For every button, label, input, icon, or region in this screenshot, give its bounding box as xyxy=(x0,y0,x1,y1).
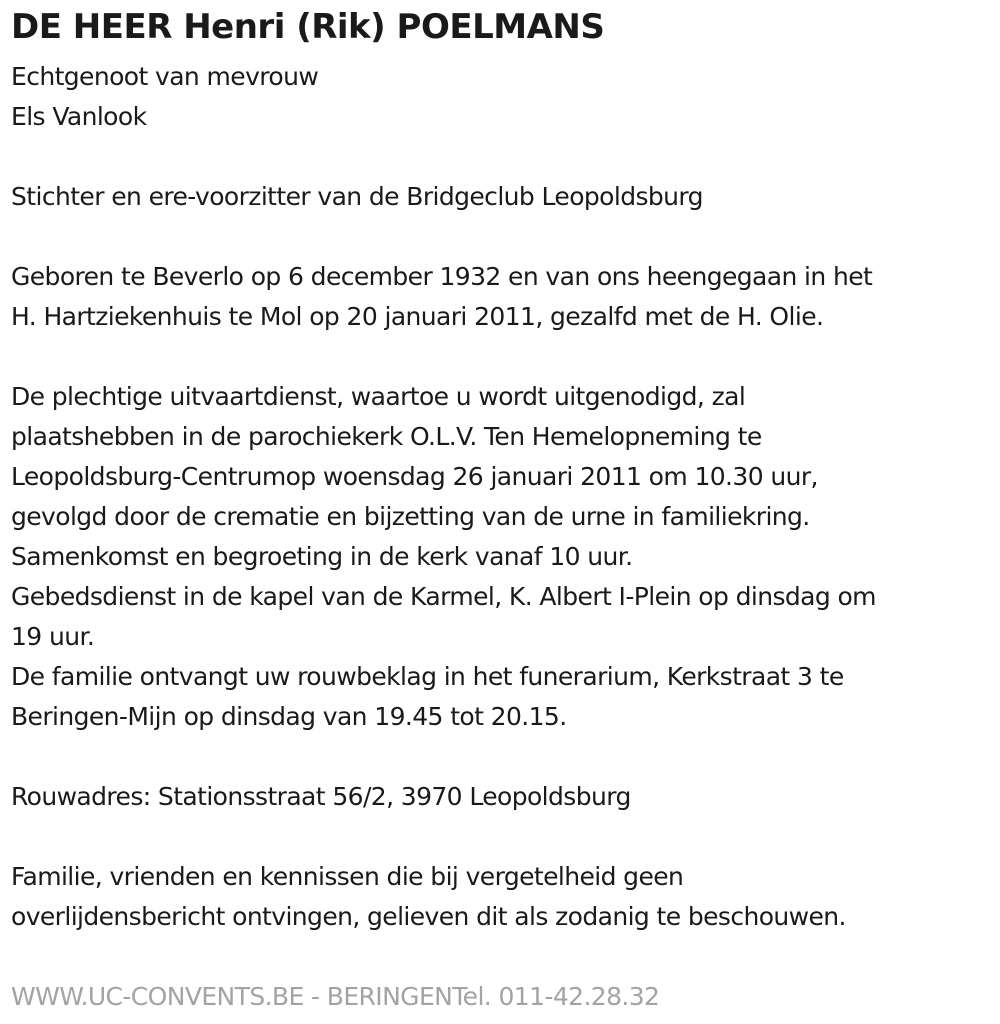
ceremony-line: Gebedsdienst in de kapel van de Karmel, K. Albert I-Plein op dinsdag om xyxy=(11,582,876,611)
publisher-footer: WWW.UC-CONVENTS.BE - BERINGENTel. 011-42.28.32 xyxy=(11,982,660,1011)
closing-line: Familie, vrienden en kennissen die bij vergetelheid geen xyxy=(11,862,684,891)
spacer xyxy=(11,137,991,177)
obituary-notice xyxy=(11,0,991,1017)
ceremony-line: gevolgd door de crematie en bijzetting van de urne in familiekring. xyxy=(11,502,810,531)
ceremony-line: De familie ontvangt uw rouwbeklag in het funerarium, Kerkstraat 3 te xyxy=(11,662,844,691)
spacer xyxy=(11,817,991,857)
spouse-line: Echtgenoot van mevrouw xyxy=(11,62,319,91)
ceremony-line: 19 uur. xyxy=(11,622,95,651)
ceremony-line: Samenkomst en begroeting in de kerk vanaf 10 uur. xyxy=(11,542,633,571)
spacer xyxy=(11,737,991,777)
birth-death-line: Geboren te Beverlo op 6 december 1932 en van ons heengegaan in het xyxy=(11,262,873,291)
role-line: Stichter en ere-voorzitter van de Bridgeclub Leopoldsburg xyxy=(11,182,703,211)
birth-death-line: H. Hartziekenhuis te Mol op 20 januari 2011, gezalfd met de H. Olie. xyxy=(11,302,824,331)
closing-line: overlijdensbericht ontvingen, gelieven dit als zodanig te beschouwen. xyxy=(11,902,846,931)
deceased-name-title: DE HEER Henri (Rik) POELMANS xyxy=(11,7,605,47)
spouse-name: Els Vanlook xyxy=(11,102,147,131)
spacer xyxy=(11,937,991,977)
spacer xyxy=(11,337,991,377)
ceremony-line: Beringen-Mijn op dinsdag van 19.45 tot 20.15. xyxy=(11,702,567,731)
ceremony-line: Leopoldsburg-Centrumop woensdag 26 januari 2011 om 10.30 uur, xyxy=(11,462,818,491)
spacer xyxy=(11,217,991,257)
mourning-address: Rouwadres: Stationsstraat 56/2, 3970 Leopoldsburg xyxy=(11,782,631,811)
ceremony-line: plaatshebben in de parochiekerk O.L.V. Ten Hemelopneming te xyxy=(11,422,762,451)
ceremony-line: De plechtige uitvaartdienst, waartoe u wordt uitgenodigd, zal xyxy=(11,382,746,411)
